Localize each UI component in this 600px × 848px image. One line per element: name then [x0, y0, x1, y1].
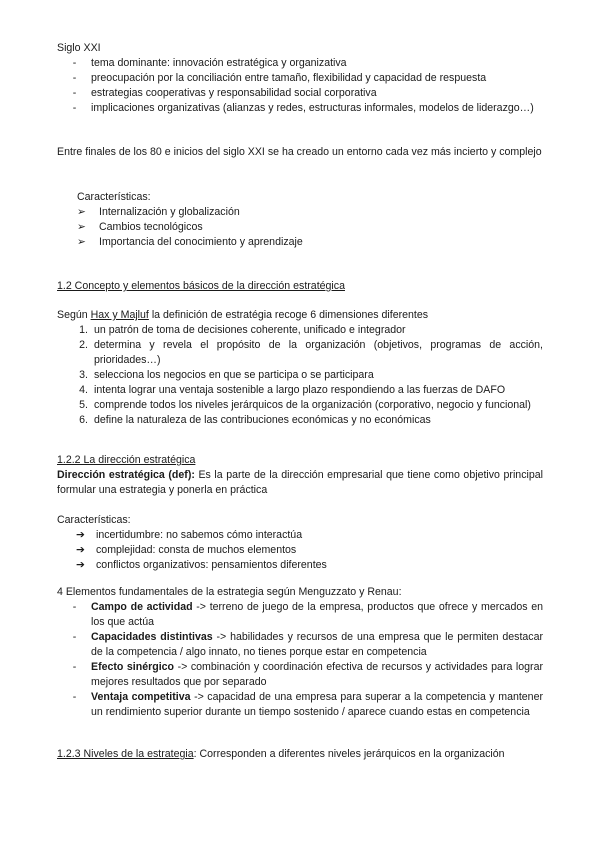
arrowhead-bullet-icon: ➢	[77, 206, 86, 218]
elemento-item: - Capacidades distintivas -> habilidades y recursos de una empresa que le permiten destacar de la competencia / algo innato, no tienes porque estar en competencia	[57, 630, 543, 660]
section-heading: 1.2.2 La dirección estratégica	[57, 454, 196, 466]
definition-paragraph: Dirección estratégica (def): Es la parte de la dirección empresarial que tiene como objetivo principal formular una estrategia y ponerla en práctica	[57, 469, 543, 496]
caracteristica-item: ➔ incertidumbre: no sabemos cómo interactúa	[76, 529, 303, 541]
dash-marker: -	[72, 661, 77, 673]
dimension-item: 5. comprende todos los niveles jerárquicos de la organización (corporativo, negocio y funcional)	[79, 399, 531, 411]
section-heading: 1.2 Concepto y elementos básicos de la dirección estratégica	[57, 280, 345, 292]
hax-majluf-intro: Según Hax y Majluf la definición de estratégia recoge 6 dimensiones diferentes	[57, 309, 429, 321]
dash-marker: -	[72, 87, 77, 99]
elementos-heading: 4 Elementos fundamentales de la estrategia según Menguzzato y Renau:	[57, 586, 402, 598]
siglo-item: - estrategias cooperativas y responsabilidad social corporativa	[57, 86, 543, 101]
dimension-item: 6. define la naturaleza de las contribuciones económicas y no económicas	[79, 414, 431, 426]
siglo-heading: Siglo XXI	[57, 42, 101, 54]
entorno-paragraph: Entre finales de los 80 e inicios del siglo XXI se ha creado un entorno cada vez más incierto y complejo	[57, 146, 542, 158]
arrowhead-bullet-icon: ➢	[77, 221, 86, 233]
section-1-2-heading	[57, 279, 543, 294]
section-heading: 1.2.3 Niveles de la estrategia	[57, 748, 194, 760]
dash-marker: -	[72, 601, 77, 613]
elemento-item: - Campo de actividad -> terreno de juego de la empresa, productos que ofrece y mercados en los que actúa	[57, 600, 543, 630]
definition-term: Dirección estratégica (def):	[57, 469, 195, 481]
dimension-item: 3. selecciona los negocios en que se participa o se participara	[79, 369, 374, 381]
section-1-2-2	[57, 453, 543, 498]
siglo-item: - implicaciones organizativas (alianzas y redes, estructuras informales, modelos de liderazgo…)	[57, 101, 543, 116]
section-1-2-body	[57, 308, 543, 428]
siglo-item: - preocupación por la conciliación entre tamaño, flexibilidad y capacidad de respuesta	[57, 71, 543, 86]
arrowhead-bullet-icon: ➢	[77, 236, 86, 248]
authors-link: Hax y Majluf	[90, 309, 149, 321]
caracteristica-item: ➔ conflictos organizativos: pensamientos diferentes	[76, 559, 327, 571]
siglo-item: - tema dominante: innovación estratégica y organizativa	[57, 56, 543, 71]
dimension-item: 2. determina y revela el propósito de la organización (objetivos, programas de acción, prioridades…)	[79, 339, 543, 366]
dash-marker: -	[72, 57, 77, 69]
dash-marker: -	[72, 72, 77, 84]
dash-marker: -	[72, 691, 77, 703]
caracteristica-item: ➢ Internalización y globalización	[77, 206, 240, 218]
caracteristicas-label: Características:	[77, 191, 151, 203]
elemento-item: - Ventaja competitiva -> capacidad de una empresa para superar a la competencia y mantener un rendimiento superior durante un tiempo sostenido / aparece cuando estas en competencia	[57, 690, 543, 720]
dash-marker: -	[72, 102, 77, 114]
arrow-bullet-icon: ➔	[76, 529, 85, 541]
dimension-item: 4. intenta lograr una ventaja sostenible a largo plazo respondiendo a las fuerzas de DAFO	[79, 384, 506, 396]
caracteristicas-2-section	[57, 513, 543, 573]
dimension-item: 1. un patrón de toma de decisiones coherente, unificado e integrador	[79, 324, 406, 336]
caracteristicas-section	[57, 190, 543, 250]
dimensions-list	[57, 323, 543, 428]
caracteristica-item: ➢ Importancia del conocimiento y aprendizaje	[77, 236, 303, 248]
caracteristica-item: ➔ complejidad: consta de muchos elementos	[76, 544, 297, 556]
dash-marker: -	[72, 631, 77, 643]
arrow-bullet-icon: ➔	[76, 559, 85, 571]
siglo-xxi-section	[57, 41, 543, 116]
caracteristicas-label: Características:	[57, 514, 131, 526]
arrow-bullet-icon: ➔	[76, 544, 85, 556]
section-1-2-3: 1.2.3 Niveles de la estrategia: Corresponden a diferentes niveles jerárquicos en la organización	[57, 748, 505, 760]
elementos-section	[57, 585, 543, 720]
elemento-item: - Efecto sinérgico -> combinación y coordinación efectiva de recursos y actividades para lograr mejores resultados que por separado	[57, 660, 543, 690]
caracteristica-item: ➢ Cambios tecnológicos	[77, 221, 203, 233]
